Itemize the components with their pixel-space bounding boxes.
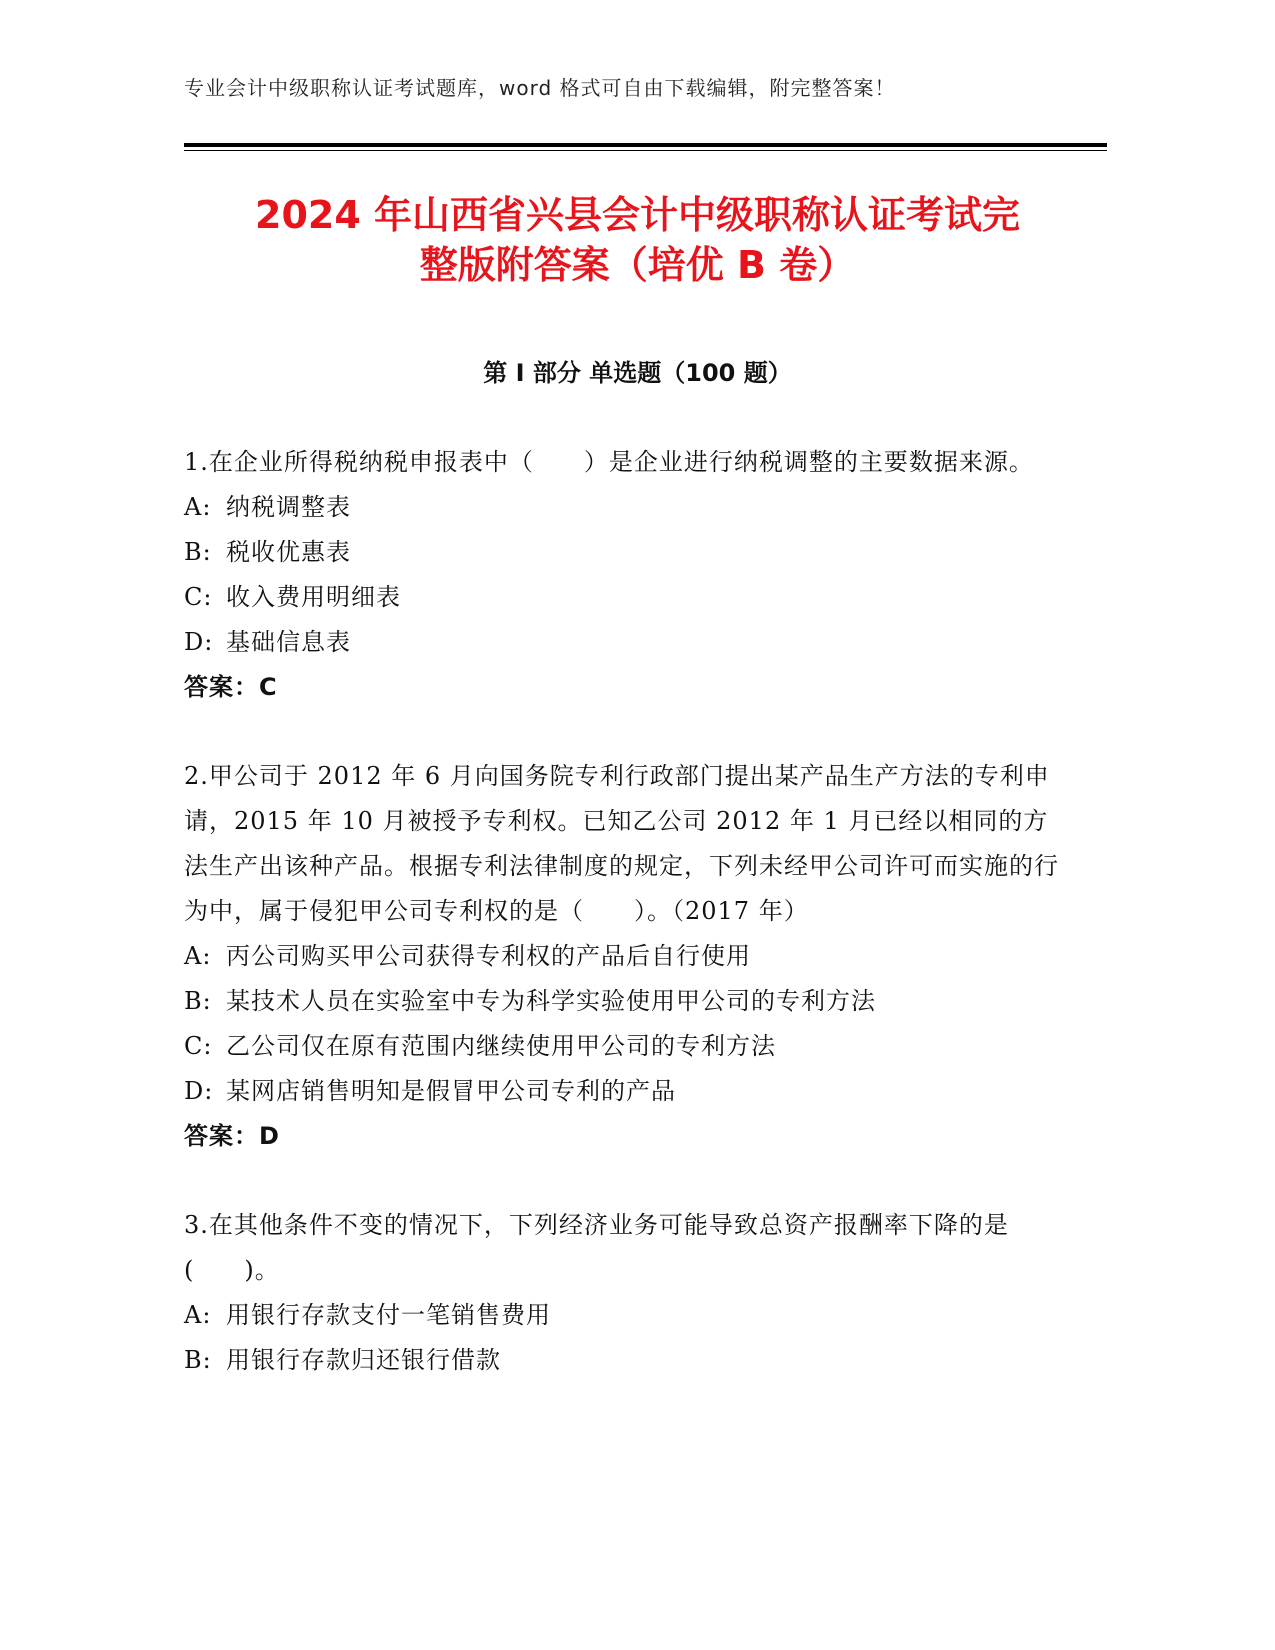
option-a: [184, 934, 1064, 979]
option-a: [184, 1293, 1064, 1338]
option-key: C:: [184, 1032, 213, 1060]
section-heading: 第 I 部分 单选题（100 题）: [483, 359, 792, 387]
option-key: B:: [184, 538, 212, 566]
page-header-text: 专业会计中级职称认证考试题库，word 格式可自由下载编辑，附完整答案！: [184, 76, 896, 100]
answer-line: 答案：C: [184, 673, 278, 701]
answer-line: 答案：D: [184, 1122, 280, 1150]
question-item: [184, 754, 1064, 1159]
option-text: 某网店销售明知是假冒甲公司专利的产品: [226, 1077, 676, 1105]
option-b: [184, 1338, 1064, 1383]
option-text: 收入费用明细表: [226, 583, 401, 611]
question-stem: 1.在企业所得税纳税申报表中（ ）是企业进行纳税调整的主要数据来源。: [184, 448, 1034, 476]
option-text: 税收优惠表: [226, 538, 351, 566]
option-key: D:: [184, 628, 214, 656]
question-item: [184, 440, 1064, 710]
option-key: A:: [184, 942, 212, 970]
option-key: D:: [184, 1077, 214, 1105]
option-c: [184, 575, 1064, 620]
option-key: B:: [184, 1346, 212, 1374]
option-key: A:: [184, 1301, 212, 1329]
option-a: [184, 485, 1064, 530]
option-text: 基础信息表: [226, 628, 351, 656]
option-text: 用银行存款归还银行借款: [226, 1346, 501, 1374]
option-text: 乙公司仅在原有范围内继续使用甲公司的专利方法: [226, 1032, 776, 1060]
question-stem: 2.甲公司于 2012 年 6 月向国务院专利行政部门提出某产品生产方法的专利申请，2015 年 10 月被授予专利权。已知乙公司 2012 年 1 月已经以相同的方法生产出该种产品。根据专利法律制度的规定，下列未经甲公司许可而实施的行为中，属于侵犯甲公司专利权的是（ ）。（2017 年）: [184, 762, 1059, 925]
option-d: [184, 1069, 1064, 1114]
option-key: B:: [184, 987, 212, 1015]
option-text: 丙公司购买甲公司获得专利权的产品后自行使用: [226, 942, 751, 970]
document-title: [140, 190, 1135, 290]
question-stem: 3.在其他条件不变的情况下，下列经济业务可能导致总资产报酬率下降的是( )。: [184, 1211, 1009, 1284]
option-key: C:: [184, 583, 213, 611]
option-text: 某技术人员在实验室中专为科学实验使用甲公司的专利方法: [226, 987, 876, 1015]
option-b: [184, 530, 1064, 575]
header-rule-thick: [184, 143, 1107, 147]
option-text: 纳税调整表: [226, 493, 351, 521]
question-list: [184, 440, 1064, 1427]
option-d: [184, 620, 1064, 665]
question-item: [184, 1203, 1064, 1383]
option-c: [184, 1024, 1064, 1069]
document-title-line-1: 2024 年山西省兴县会计中级职称认证考试完: [255, 193, 1020, 237]
header-rule-thin: [184, 150, 1107, 151]
option-text: 用银行存款支付一笔销售费用: [226, 1301, 551, 1329]
document-title-line-2: 整版附答案（培优 B 卷）: [419, 243, 856, 287]
option-key: A:: [184, 493, 212, 521]
option-b: [184, 979, 1064, 1024]
